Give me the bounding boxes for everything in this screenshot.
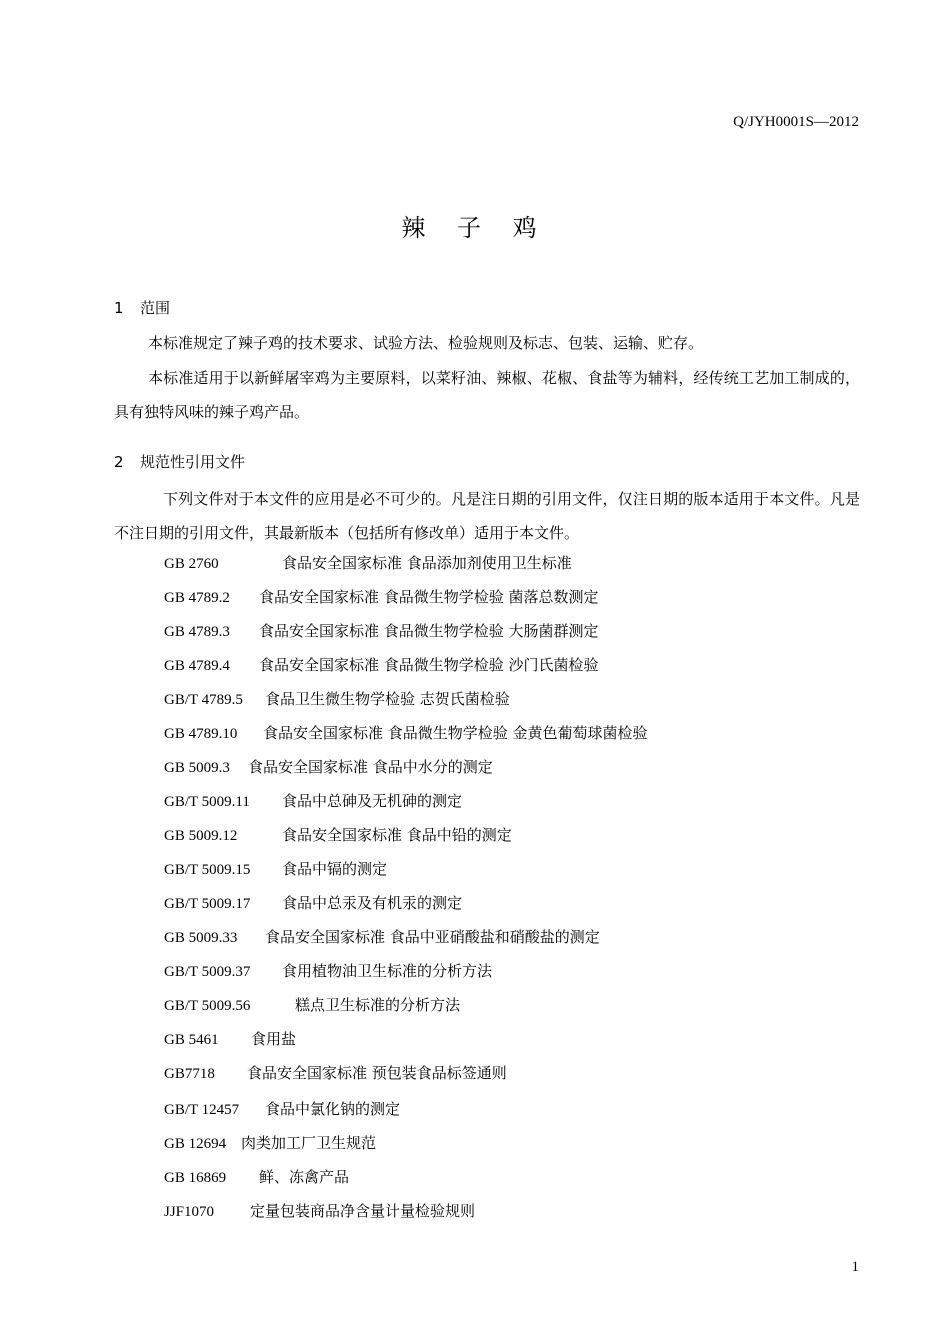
reference-title: 肉类加工厂卫生规范	[241, 1134, 377, 1152]
reference-code: GB/T 5009.37	[164, 964, 251, 980]
reference-title: 食品安全国家标准 食品中水分的测定	[248, 758, 493, 776]
reference-title: 食品安全国家标准 食品添加剂使用卫生标准	[282, 554, 572, 572]
reference-item	[164, 654, 599, 675]
reference-title: 食品安全国家标准 食品中亚硝酸盐和硝酸盐的测定	[265, 928, 600, 946]
reference-code: GB7718	[164, 1066, 215, 1082]
reference-code: GB 4789.4	[164, 658, 230, 674]
reference-title: 糕点卫生标准的分析方法	[295, 996, 461, 1014]
section-number: 1	[114, 299, 124, 317]
reference-item	[164, 688, 510, 709]
reference-code: GB 4789.2	[164, 590, 230, 606]
standard-number: Q/JYH0001S—2012	[733, 114, 859, 130]
reference-title: 食品中总汞及有机汞的测定	[282, 894, 463, 912]
paragraph: 本标准适用于以新鲜屠宰鸡为主要原料，以菜籽油、辣椒、花椒、食盐等为辅料，经传统工艺加工制成的，具有独特风味的辣子鸡产品。	[114, 369, 860, 421]
reference-item	[164, 620, 599, 641]
reference-title: 食品中总砷及无机砷的测定	[282, 792, 463, 810]
reference-title: 食品安全国家标准 食品微生物学检验 大肠菌群测定	[259, 622, 599, 640]
reference-item	[164, 586, 599, 607]
reference-code: GB/T 5009.15	[164, 862, 251, 878]
reference-code: GB 5461	[164, 1032, 219, 1048]
reference-item	[164, 552, 572, 573]
reference-title: 食品安全国家标准 食品微生物学检验 金黄色葡萄球菌检验	[263, 724, 648, 742]
reference-title: 食品安全国家标准 食品微生物学检验 沙门氏菌检验	[259, 656, 599, 674]
reference-title: 食用盐	[251, 1030, 297, 1048]
reference-code: GB 4789.3	[164, 624, 230, 640]
reference-title: 鲜、冻禽产品	[259, 1168, 350, 1186]
reference-code: GB/T 4789.5	[164, 692, 243, 708]
reference-code: GB 2760	[164, 556, 219, 572]
reference-code: GB 5009.3	[164, 760, 230, 776]
reference-item	[164, 858, 387, 879]
reference-code: GB/T 5009.11	[164, 794, 250, 810]
reference-item	[164, 1166, 349, 1187]
section-heading-scope	[114, 297, 170, 318]
section-title: 范围	[140, 299, 171, 317]
reference-item	[164, 926, 600, 947]
reference-code: GB 12694	[164, 1136, 227, 1152]
reference-item	[164, 756, 493, 777]
reference-title: 食品中镉的测定	[282, 860, 388, 878]
reference-item	[164, 1028, 296, 1049]
paragraph: 本标准规定了辣子鸡的技术要求、试验方法、检验规则及标志、包装、运输、贮存。	[148, 334, 704, 352]
reference-title: 食品安全国家标准 食品微生物学检验 菌落总数测定	[259, 588, 599, 606]
reference-item	[164, 1098, 400, 1119]
paragraph: 下列文件对于本文件的应用是必不可少的。凡是注日期的引用文件，仅注日期的版本适用于本文件。凡是不注日期的引用文件，其最新版本（包括所有修改单）适用于本文件。	[114, 490, 860, 542]
reference-item	[164, 892, 462, 913]
page-number: 1	[851, 1259, 859, 1275]
reference-title: 食品安全国家标准 食品中铅的测定	[282, 826, 512, 844]
reference-item	[164, 1132, 376, 1153]
reference-code: GB 5009.33	[164, 930, 238, 946]
reference-item	[164, 1062, 507, 1083]
reference-item	[164, 960, 492, 981]
reference-item	[164, 994, 460, 1015]
reference-code: GB 16869	[164, 1170, 227, 1186]
reference-code: JJF1070	[164, 1204, 215, 1220]
reference-code: GB 5009.12	[164, 828, 238, 844]
reference-code: GB/T 12457	[164, 1102, 240, 1118]
reference-item	[164, 824, 512, 845]
reference-title: 定量包装商品净含量计量检验规则	[250, 1202, 476, 1220]
section-title: 规范性引用文件	[140, 453, 246, 471]
reference-item	[164, 1200, 475, 1221]
section-heading-normative-references	[114, 451, 245, 472]
section-number: 2	[114, 453, 124, 471]
reference-item	[164, 722, 648, 743]
reference-item	[164, 790, 462, 811]
reference-code: GB/T 5009.17	[164, 896, 251, 912]
document-title: 辣 子 鸡	[401, 214, 549, 242]
reference-title: 食品中氯化钠的测定	[265, 1100, 401, 1118]
reference-code: GB 4789.10	[164, 726, 238, 742]
reference-code: GB/T 5009.56	[164, 998, 251, 1014]
reference-title: 食品安全国家标准 预包装食品标签通则	[247, 1064, 507, 1082]
reference-title: 食用植物油卫生标准的分析方法	[282, 962, 493, 980]
reference-title: 食品卫生微生物学检验 志贺氏菌检验	[265, 690, 510, 708]
